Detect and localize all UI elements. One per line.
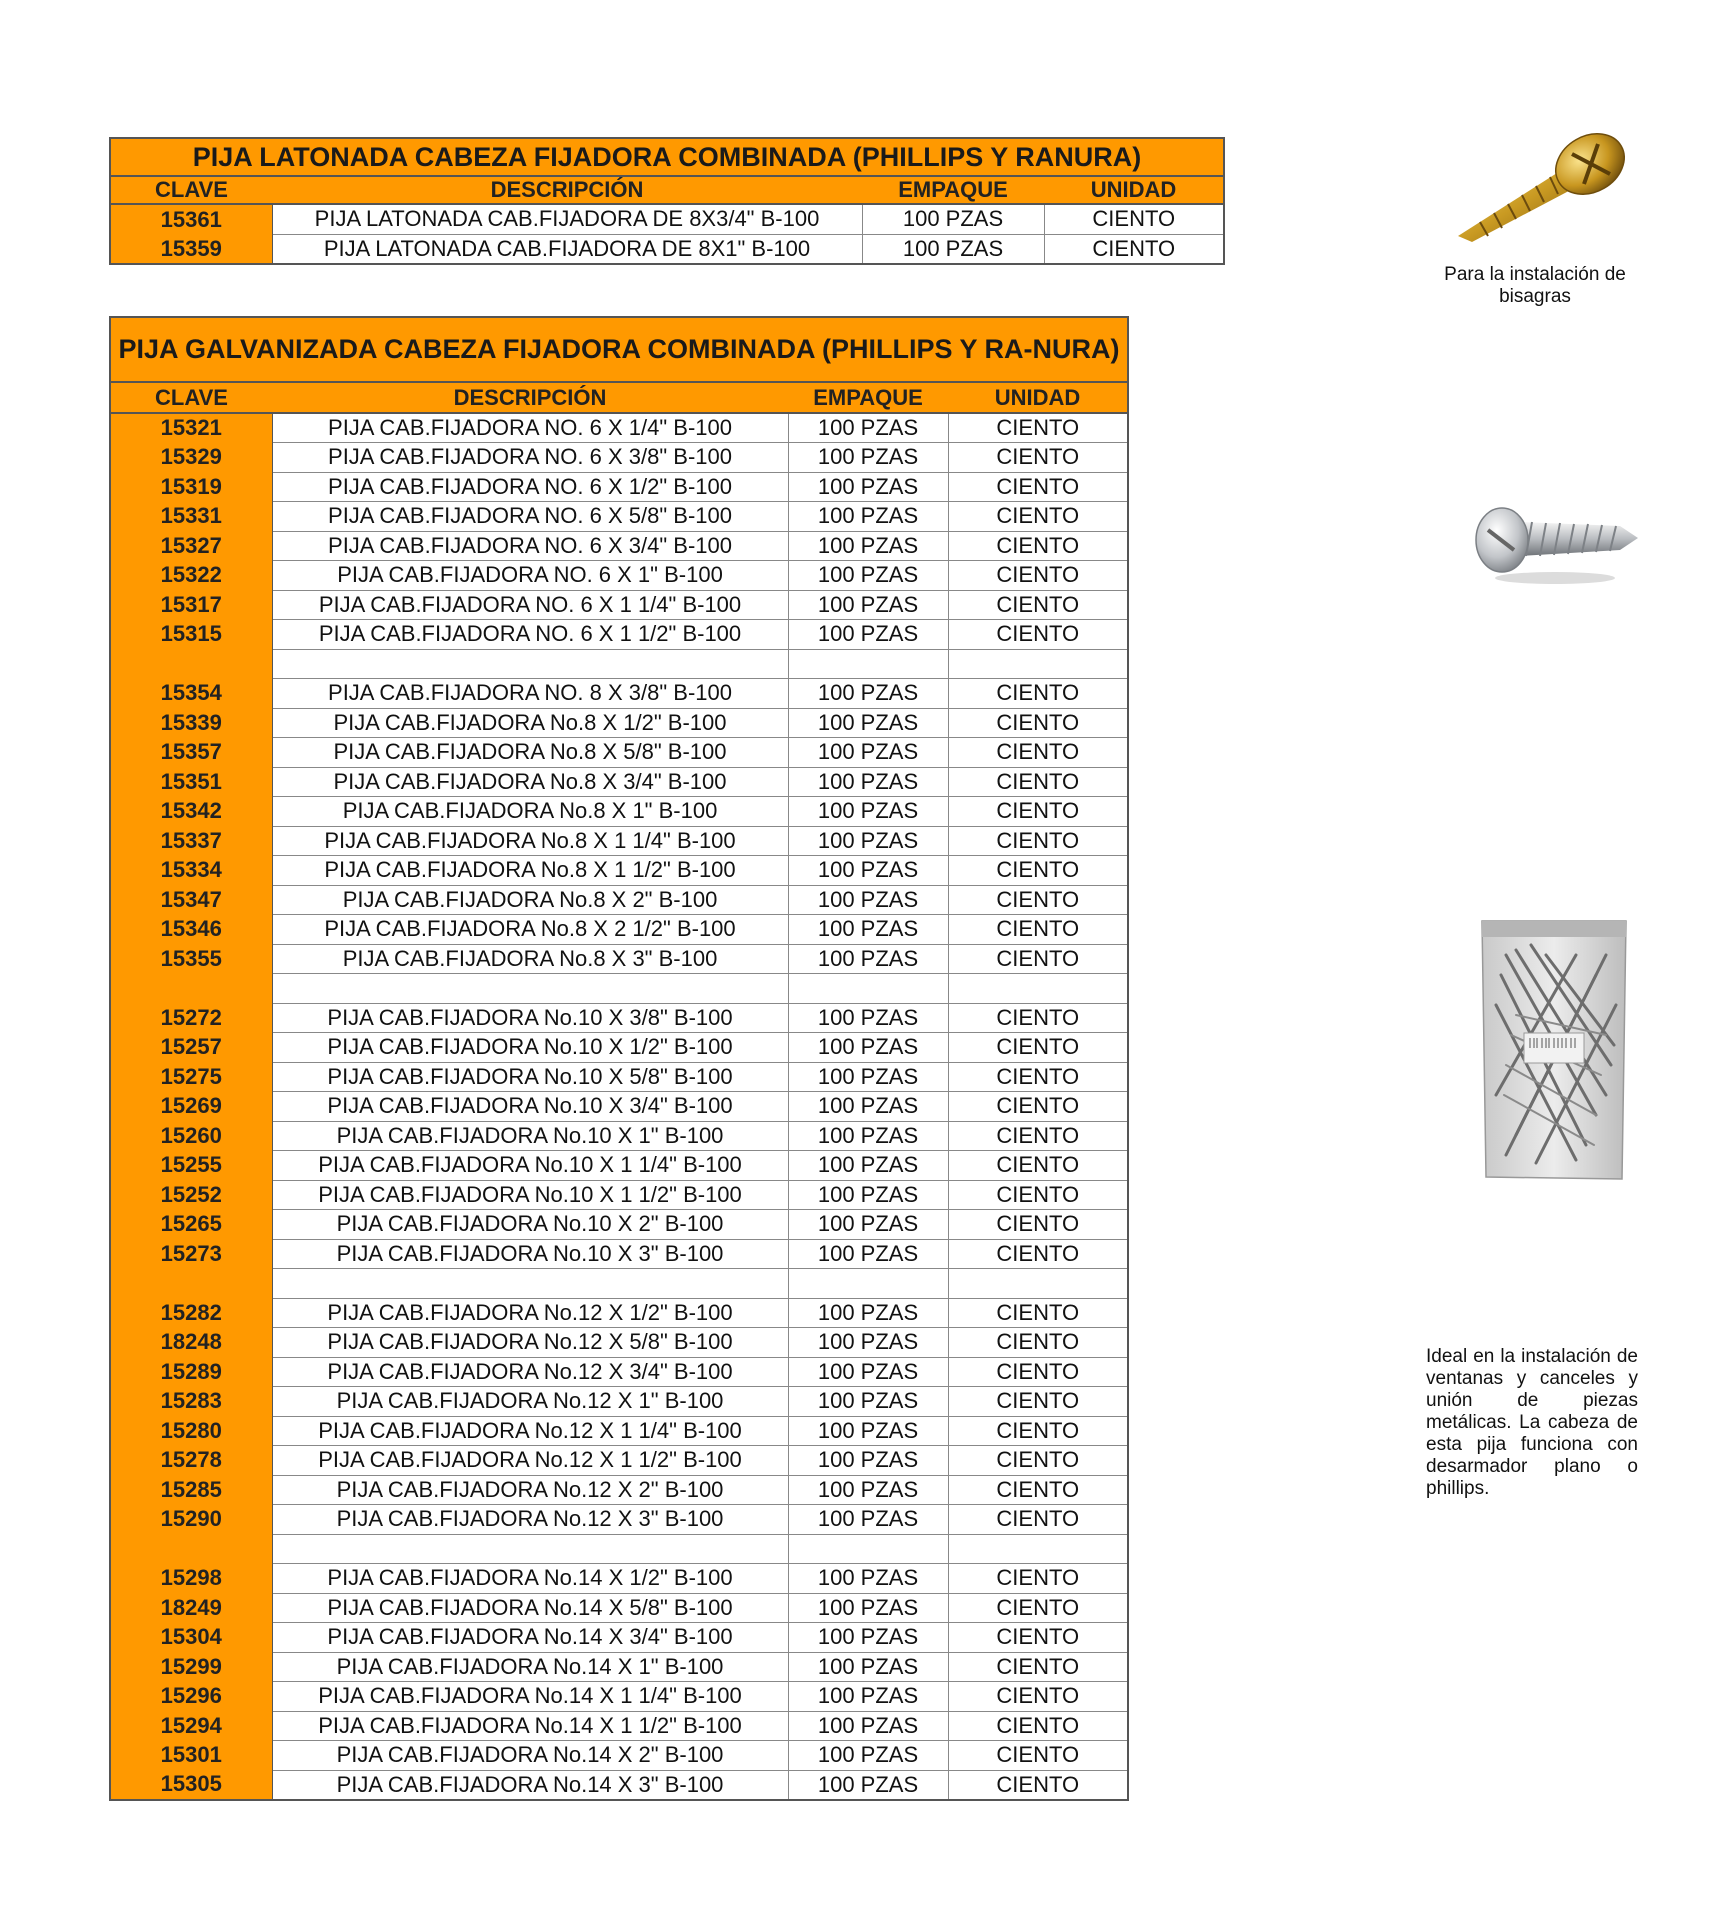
item-package: 100 PZAS (788, 1298, 948, 1328)
item-unit: CIENTO (948, 708, 1128, 738)
table-row (110, 1593, 1128, 1623)
item-unit: CIENTO (1044, 234, 1224, 264)
table-row (110, 1652, 1128, 1682)
col-header-clave: CLAVE (110, 176, 272, 204)
item-description: PIJA CAB.FIJADORA No.14 X 1/2" B-100 (272, 1564, 788, 1594)
item-description: PIJA CAB.FIJADORA No.14 X 5/8" B-100 (272, 1593, 788, 1623)
item-unit: CIENTO (948, 1741, 1128, 1771)
item-description: PIJA CAB.FIJADORA No.12 X 2" B-100 (272, 1475, 788, 1505)
item-description: PIJA CAB.FIJADORA No.10 X 1/2" B-100 (272, 1033, 788, 1063)
table-row (110, 1682, 1128, 1712)
item-unit: CIENTO (948, 531, 1128, 561)
item-package: 100 PZAS (788, 1062, 948, 1092)
item-unit: CIENTO (948, 767, 1128, 797)
table-row (110, 1210, 1128, 1240)
item-description: PIJA CAB.FIJADORA NO. 6 X 1/4" B-100 (272, 413, 788, 443)
table-row (110, 204, 1224, 234)
col-header-unidad: UNIDAD (948, 382, 1128, 413)
item-package (788, 1269, 948, 1299)
item-package: 100 PZAS (788, 1446, 948, 1476)
item-description: PIJA CAB.FIJADORA No.12 X 5/8" B-100 (272, 1328, 788, 1358)
item-unit: CIENTO (948, 738, 1128, 768)
table-row (110, 413, 1128, 443)
item-package: 100 PZAS (788, 738, 948, 768)
item-package: 100 PZAS (788, 1092, 948, 1122)
item-description: PIJA CAB.FIJADORA No.10 X 3/4" B-100 (272, 1092, 788, 1122)
item-package: 100 PZAS (788, 1357, 948, 1387)
item-description: PIJA CAB.FIJADORA No.8 X 3" B-100 (272, 944, 788, 974)
table-row (110, 649, 1128, 679)
item-description: PIJA CAB.FIJADORA No.10 X 1" B-100 (272, 1121, 788, 1151)
item-code: 15361 (110, 204, 272, 234)
item-description: PIJA CAB.FIJADORA No.14 X 3/4" B-100 (272, 1623, 788, 1653)
item-description: PIJA CAB.FIJADORA No.8 X 1 1/4" B-100 (272, 826, 788, 856)
item-description: PIJA CAB.FIJADORA NO. 8 X 3/8" B-100 (272, 679, 788, 709)
item-package: 100 PZAS (788, 1151, 948, 1181)
item-description: PIJA CAB.FIJADORA No.14 X 3" B-100 (272, 1770, 788, 1800)
col-header-clave: CLAVE (110, 382, 272, 413)
item-code: 15322 (110, 561, 272, 591)
item-unit: CIENTO (948, 1711, 1128, 1741)
brass-screw-photo (1450, 118, 1630, 243)
item-description: PIJA CAB.FIJADORA No.10 X 1 1/4" B-100 (272, 1151, 788, 1181)
table-row (110, 443, 1128, 473)
item-code: 15260 (110, 1121, 272, 1151)
item-unit: CIENTO (948, 885, 1128, 915)
item-code: 15296 (110, 1682, 272, 1712)
item-description: PIJA CAB.FIJADORA No.8 X 5/8" B-100 (272, 738, 788, 768)
item-unit: CIENTO (948, 915, 1128, 945)
item-package: 100 PZAS (788, 1475, 948, 1505)
item-code: 15327 (110, 531, 272, 561)
item-package (788, 1534, 948, 1564)
item-unit: CIENTO (948, 679, 1128, 709)
item-code: 15347 (110, 885, 272, 915)
item-unit: CIENTO (948, 413, 1128, 443)
item-description: PIJA CAB.FIJADORA No.14 X 2" B-100 (272, 1741, 788, 1771)
item-description (272, 1269, 788, 1299)
item-code (110, 1534, 272, 1564)
item-package: 100 PZAS (788, 590, 948, 620)
col-header-descripcion: DESCRIPCIÓN (272, 382, 788, 413)
item-description: PIJA CAB.FIJADORA No.12 X 3/4" B-100 (272, 1357, 788, 1387)
table-row (110, 856, 1128, 886)
item-description: PIJA CAB.FIJADORA No.14 X 1 1/4" B-100 (272, 1682, 788, 1712)
item-description: PIJA CAB.FIJADORA No.8 X 2 1/2" B-100 (272, 915, 788, 945)
item-code: 15355 (110, 944, 272, 974)
table-row (110, 738, 1128, 768)
item-code: 15283 (110, 1387, 272, 1417)
item-package: 100 PZAS (788, 502, 948, 532)
item-unit: CIENTO (948, 1387, 1128, 1417)
item-package: 100 PZAS (788, 885, 948, 915)
item-unit: CIENTO (948, 472, 1128, 502)
table-row (110, 1357, 1128, 1387)
item-code: 15299 (110, 1652, 272, 1682)
item-package: 100 PZAS (788, 944, 948, 974)
table-row (110, 1564, 1128, 1594)
item-unit: CIENTO (948, 1328, 1128, 1358)
item-package: 100 PZAS (788, 1564, 948, 1594)
table-row (110, 620, 1128, 650)
item-unit: CIENTO (1044, 204, 1224, 234)
item-description: PIJA CAB.FIJADORA No.10 X 3/8" B-100 (272, 1003, 788, 1033)
galvanized-screw-table (109, 316, 1129, 1801)
item-description: PIJA CAB.FIJADORA NO. 6 X 5/8" B-100 (272, 502, 788, 532)
item-description: PIJA CAB.FIJADORA No.12 X 1/2" B-100 (272, 1298, 788, 1328)
item-code: 15317 (110, 590, 272, 620)
item-code: 15273 (110, 1239, 272, 1269)
item-package: 100 PZAS (788, 1210, 948, 1240)
item-code: 15278 (110, 1446, 272, 1476)
item-package: 100 PZAS (788, 443, 948, 473)
item-description: PIJA CAB.FIJADORA NO. 6 X 3/4" B-100 (272, 531, 788, 561)
item-code: 15354 (110, 679, 272, 709)
item-unit: CIENTO (948, 1062, 1128, 1092)
item-unit: CIENTO (948, 590, 1128, 620)
item-code (110, 1269, 272, 1299)
item-code (110, 974, 272, 1004)
item-code: 15290 (110, 1505, 272, 1535)
item-package: 100 PZAS (788, 1682, 948, 1712)
item-package: 100 PZAS (788, 561, 948, 591)
item-code: 15285 (110, 1475, 272, 1505)
item-unit: CIENTO (948, 1003, 1128, 1033)
table-row (110, 1269, 1128, 1299)
item-unit: CIENTO (948, 1239, 1128, 1269)
item-unit (948, 974, 1128, 1004)
table-row (110, 1741, 1128, 1771)
item-unit: CIENTO (948, 443, 1128, 473)
item-unit: CIENTO (948, 1151, 1128, 1181)
item-description: PIJA CAB.FIJADORA NO. 6 X 1 1/2" B-100 (272, 620, 788, 650)
item-package: 100 PZAS (788, 856, 948, 886)
item-description (272, 1534, 788, 1564)
hinge-caption: Para la instalación de bisagras (1444, 264, 1626, 307)
table-row (110, 708, 1128, 738)
item-package: 100 PZAS (788, 1505, 948, 1535)
item-description: PIJA CAB.FIJADORA No.14 X 1 1/2" B-100 (272, 1711, 788, 1741)
item-description: PIJA CAB.FIJADORA No.8 X 3/4" B-100 (272, 767, 788, 797)
table-row (110, 1180, 1128, 1210)
item-package: 100 PZAS (788, 1652, 948, 1682)
table-row (110, 472, 1128, 502)
item-package: 100 PZAS (788, 1387, 948, 1417)
table-row (110, 1505, 1128, 1535)
item-description: PIJA CAB.FIJADORA NO. 6 X 1/2" B-100 (272, 472, 788, 502)
item-unit (948, 1534, 1128, 1564)
item-code: 15329 (110, 443, 272, 473)
table-row (110, 1151, 1128, 1181)
item-description: PIJA LATONADA CAB.FIJADORA DE 8X1" B-100 (272, 234, 862, 264)
item-code (110, 649, 272, 679)
item-description (272, 974, 788, 1004)
item-unit: CIENTO (948, 856, 1128, 886)
item-code: 15351 (110, 767, 272, 797)
item-code: 15294 (110, 1711, 272, 1741)
item-description: PIJA CAB.FIJADORA No.8 X 1 1/2" B-100 (272, 856, 788, 886)
item-code: 15315 (110, 620, 272, 650)
item-description: PIJA CAB.FIJADORA No.10 X 2" B-100 (272, 1210, 788, 1240)
table-row (110, 590, 1128, 620)
item-package: 100 PZAS (788, 1328, 948, 1358)
item-package: 100 PZAS (788, 1239, 948, 1269)
item-code: 15319 (110, 472, 272, 502)
item-package: 100 PZAS (788, 1121, 948, 1151)
galvanized-table-title: PIJA GALVANIZADA CABEZA FIJADORA COMBINADA (PHILLIPS Y RA-NURA) (110, 317, 1128, 382)
galvanized-table-body (110, 413, 1128, 1800)
item-unit: CIENTO (948, 1357, 1128, 1387)
table-row (110, 1062, 1128, 1092)
item-code: 15275 (110, 1062, 272, 1092)
item-code: 15257 (110, 1033, 272, 1063)
item-unit: CIENTO (948, 797, 1128, 827)
item-code: 15282 (110, 1298, 272, 1328)
item-code: 15339 (110, 708, 272, 738)
table-row (110, 1446, 1128, 1476)
item-package: 100 PZAS (788, 915, 948, 945)
item-package: 100 PZAS (788, 797, 948, 827)
item-package: 100 PZAS (788, 1180, 948, 1210)
item-code: 15331 (110, 502, 272, 532)
item-package: 100 PZAS (788, 1623, 948, 1653)
item-unit: CIENTO (948, 1475, 1128, 1505)
item-unit: CIENTO (948, 1298, 1128, 1328)
table-row (110, 1534, 1128, 1564)
item-package: 100 PZAS (788, 531, 948, 561)
item-description: PIJA CAB.FIJADORA No.14 X 1" B-100 (272, 1652, 788, 1682)
item-code: 15252 (110, 1180, 272, 1210)
item-description: PIJA CAB.FIJADORA NO. 6 X 3/8" B-100 (272, 443, 788, 473)
item-description: PIJA CAB.FIJADORA No.10 X 1 1/2" B-100 (272, 1180, 788, 1210)
col-header-empaque: EMPAQUE (862, 176, 1044, 204)
item-code: 18248 (110, 1328, 272, 1358)
item-unit: CIENTO (948, 1121, 1128, 1151)
item-package: 100 PZAS (788, 1770, 948, 1800)
table-row (110, 1121, 1128, 1151)
table-row (110, 944, 1128, 974)
item-unit: CIENTO (948, 1652, 1128, 1682)
col-header-empaque: EMPAQUE (788, 382, 948, 413)
item-code: 15298 (110, 1564, 272, 1594)
item-package: 100 PZAS (788, 826, 948, 856)
table-row (110, 885, 1128, 915)
item-description: PIJA CAB.FIJADORA NO. 6 X 1" B-100 (272, 561, 788, 591)
brass-table-title: PIJA LATONADA CABEZA FIJADORA COMBINADA (PHILLIPS Y RANURA) (110, 138, 1224, 176)
item-code: 18249 (110, 1593, 272, 1623)
table-row (110, 1328, 1128, 1358)
brass-screw-table (109, 137, 1225, 265)
item-description: PIJA CAB.FIJADORA No.12 X 3" B-100 (272, 1505, 788, 1535)
item-package: 100 PZAS (788, 1416, 948, 1446)
windows-caption: Ideal en la instalación de ventanas y canceles y unión de piezas metálicas. La cabeza de esta pija funciona con desarmador plano o phillips. (1426, 1346, 1638, 1499)
item-package (788, 649, 948, 679)
item-unit: CIENTO (948, 826, 1128, 856)
item-unit: CIENTO (948, 1564, 1128, 1594)
table-row (110, 531, 1128, 561)
table-row (110, 1092, 1128, 1122)
item-unit: CIENTO (948, 1505, 1128, 1535)
item-code: 15334 (110, 856, 272, 886)
item-description: PIJA CAB.FIJADORA No.12 X 1 1/2" B-100 (272, 1446, 788, 1476)
item-unit: CIENTO (948, 1210, 1128, 1240)
item-package: 100 PZAS (788, 1741, 948, 1771)
item-description: PIJA CAB.FIJADORA No.8 X 1" B-100 (272, 797, 788, 827)
item-code: 15304 (110, 1623, 272, 1653)
table-row (110, 797, 1128, 827)
item-code: 15359 (110, 234, 272, 264)
item-package: 100 PZAS (788, 472, 948, 502)
item-package: 100 PZAS (788, 1003, 948, 1033)
item-code: 15305 (110, 1770, 272, 1800)
item-unit: CIENTO (948, 1092, 1128, 1122)
item-description: PIJA CAB.FIJADORA No.10 X 3" B-100 (272, 1239, 788, 1269)
table-row (110, 1711, 1128, 1741)
item-unit: CIENTO (948, 1770, 1128, 1800)
item-package: 100 PZAS (862, 234, 1044, 264)
item-unit: CIENTO (948, 1623, 1128, 1653)
table-row (110, 561, 1128, 591)
table-row (110, 1239, 1128, 1269)
table-row (110, 1475, 1128, 1505)
item-code: 15346 (110, 915, 272, 945)
item-package (788, 974, 948, 1004)
item-unit: CIENTO (948, 1446, 1128, 1476)
table-row (110, 1387, 1128, 1417)
table-row (110, 679, 1128, 709)
item-code: 15301 (110, 1741, 272, 1771)
item-description: PIJA CAB.FIJADORA No.8 X 2" B-100 (272, 885, 788, 915)
item-unit: CIENTO (948, 1682, 1128, 1712)
item-unit: CIENTO (948, 1593, 1128, 1623)
item-package: 100 PZAS (788, 1711, 948, 1741)
brass-table-body (110, 204, 1224, 264)
item-unit: CIENTO (948, 1033, 1128, 1063)
screw-bag-photo (1476, 915, 1632, 1185)
table-row (110, 1033, 1128, 1063)
item-code: 15357 (110, 738, 272, 768)
col-header-descripcion: DESCRIPCIÓN (272, 176, 862, 204)
item-description: PIJA CAB.FIJADORA No.12 X 1" B-100 (272, 1387, 788, 1417)
item-unit (948, 1269, 1128, 1299)
table-row (110, 1003, 1128, 1033)
item-code: 15337 (110, 826, 272, 856)
item-unit: CIENTO (948, 1180, 1128, 1210)
item-unit: CIENTO (948, 944, 1128, 974)
table-row (110, 1623, 1128, 1653)
item-description (272, 649, 788, 679)
item-code: 15280 (110, 1416, 272, 1446)
item-unit: CIENTO (948, 561, 1128, 591)
table-row (110, 915, 1128, 945)
item-code: 15265 (110, 1210, 272, 1240)
item-package: 100 PZAS (862, 204, 1044, 234)
item-code: 15272 (110, 1003, 272, 1033)
item-package: 100 PZAS (788, 679, 948, 709)
item-package: 100 PZAS (788, 413, 948, 443)
item-description: PIJA CAB.FIJADORA No.10 X 5/8" B-100 (272, 1062, 788, 1092)
item-code: 15289 (110, 1357, 272, 1387)
item-code: 15321 (110, 413, 272, 443)
item-package: 100 PZAS (788, 620, 948, 650)
table-row (110, 234, 1224, 264)
item-unit (948, 649, 1128, 679)
item-unit: CIENTO (948, 1416, 1128, 1446)
item-code: 15342 (110, 797, 272, 827)
item-package: 100 PZAS (788, 767, 948, 797)
table-row (110, 502, 1128, 532)
table-row (110, 1770, 1128, 1800)
item-code: 15269 (110, 1092, 272, 1122)
item-unit: CIENTO (948, 620, 1128, 650)
table-row (110, 826, 1128, 856)
table-row (110, 1298, 1128, 1328)
item-description: PIJA CAB.FIJADORA No.8 X 1/2" B-100 (272, 708, 788, 738)
item-code: 15255 (110, 1151, 272, 1181)
galvanized-screw-photo (1470, 500, 1640, 590)
item-description: PIJA CAB.FIJADORA No.12 X 1 1/4" B-100 (272, 1416, 788, 1446)
table-row (110, 1416, 1128, 1446)
table-row (110, 974, 1128, 1004)
item-description: PIJA CAB.FIJADORA NO. 6 X 1 1/4" B-100 (272, 590, 788, 620)
table-row (110, 767, 1128, 797)
item-package: 100 PZAS (788, 708, 948, 738)
item-package: 100 PZAS (788, 1033, 948, 1063)
item-description: PIJA LATONADA CAB.FIJADORA DE 8X3/4" B-100 (272, 204, 862, 234)
item-unit: CIENTO (948, 502, 1128, 532)
col-header-unidad: UNIDAD (1044, 176, 1224, 204)
item-package: 100 PZAS (788, 1593, 948, 1623)
